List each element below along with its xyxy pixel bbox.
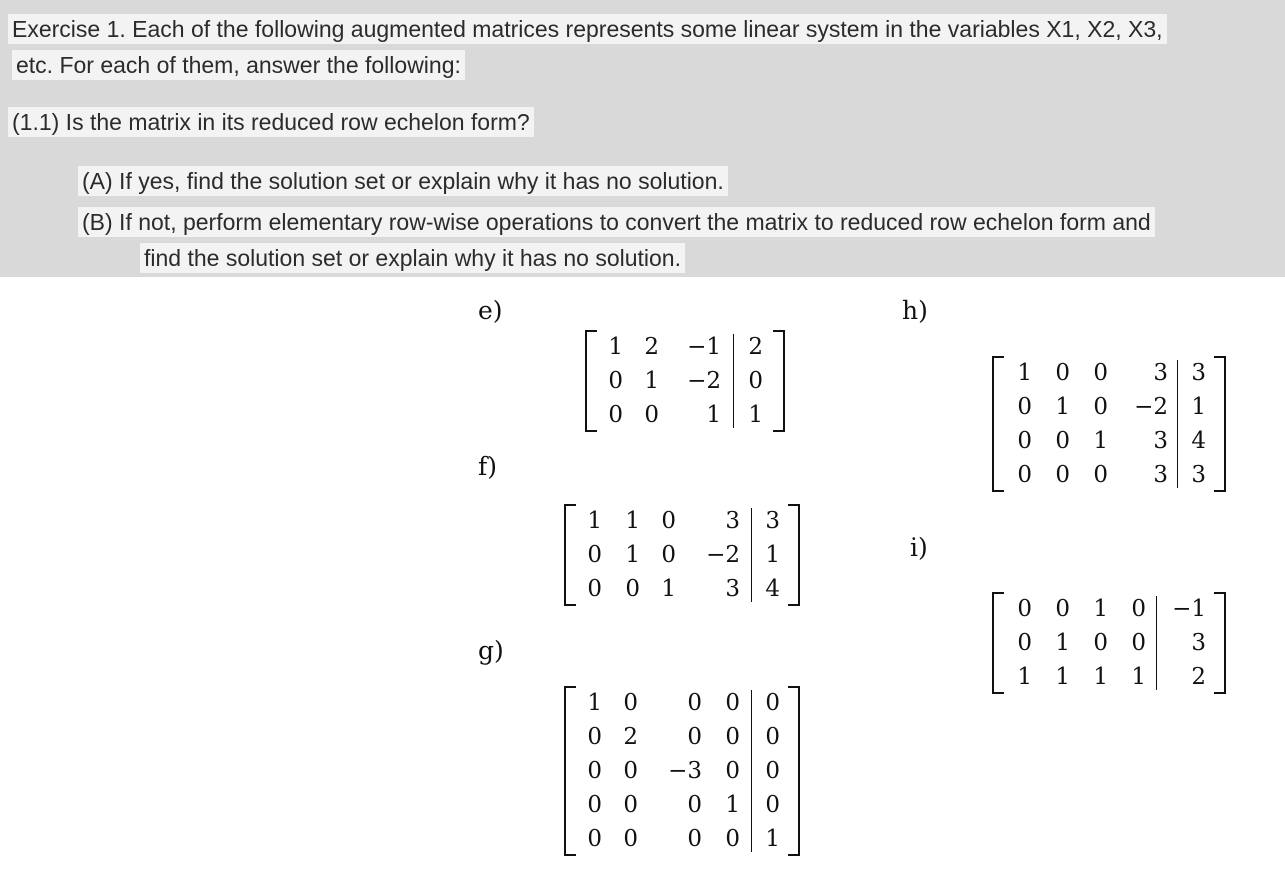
matrix-cell: 0 xyxy=(1055,596,1070,622)
matrix-i-label: i) xyxy=(910,533,928,562)
matrix-cell: 1 xyxy=(1093,596,1108,622)
right-bracket xyxy=(788,686,800,856)
matrix-cell: 0 xyxy=(748,368,763,394)
matrix-cell: 2 xyxy=(644,334,659,360)
matrix-cell: 0 xyxy=(725,690,740,716)
matrix-cell: 0 xyxy=(587,542,602,568)
matrix-cell: 1 xyxy=(1017,664,1032,690)
matrix-cell: 0 xyxy=(687,792,702,818)
left-bracket xyxy=(992,356,1004,492)
matrix-cell: 2 xyxy=(623,724,638,750)
matrix-cell: 0 xyxy=(765,792,780,818)
matrix-cell: 0 xyxy=(1093,360,1108,386)
matrix-cell: 0 xyxy=(765,758,780,784)
matrix-cell: 2 xyxy=(748,334,763,360)
option-b-line-2: find the solution set or explain why it has no solution. xyxy=(140,243,685,273)
matrix-cell: 0 xyxy=(765,690,780,716)
matrix-cell: 4 xyxy=(1191,428,1206,454)
matrix-cell: −2 xyxy=(687,368,721,394)
matrix-cell: 3 xyxy=(1191,630,1206,656)
matrix-cell: 0 xyxy=(1055,462,1070,488)
matrix-cell: 0 xyxy=(1017,394,1032,420)
exercise-line-2: etc. For each of them, answer the following: xyxy=(12,50,465,80)
matrix-cell: 0 xyxy=(1017,462,1032,488)
right-bracket xyxy=(1214,592,1226,694)
matrix-cell: 1 xyxy=(1055,394,1070,420)
matrix-cell: 0 xyxy=(608,402,623,428)
matrix-cell: −1 xyxy=(1172,596,1206,622)
matrix-cell: 1 xyxy=(1017,360,1032,386)
augment-bar xyxy=(1156,596,1157,690)
matrix-cell: 0 xyxy=(1017,596,1032,622)
matrix-cell: 0 xyxy=(687,690,702,716)
matrix-cell: −3 xyxy=(668,758,702,784)
option-a: (A) If yes, find the solution set or explain why it has no solution. xyxy=(78,166,728,196)
matrix-cell: 1 xyxy=(1131,664,1146,690)
matrix-cell: 0 xyxy=(587,576,602,602)
matrix-cell: 3 xyxy=(1153,428,1168,454)
matrix-cell: 1 xyxy=(765,542,780,568)
matrix-cell: 0 xyxy=(623,758,638,784)
exercise-header xyxy=(0,0,1285,277)
matrix-cell: 1 xyxy=(644,368,659,394)
matrix-g-label: g) xyxy=(478,636,504,665)
matrix-cell: 1 xyxy=(625,542,640,568)
matrix-cell: 1 xyxy=(1191,394,1206,420)
matrix-cell: 0 xyxy=(725,724,740,750)
matrix-cell: 0 xyxy=(765,724,780,750)
matrix-cell: 0 xyxy=(1131,630,1146,656)
matrix-cell: 0 xyxy=(608,368,623,394)
matrix-cell: −2 xyxy=(1134,394,1168,420)
matrix-cell: −1 xyxy=(687,334,721,360)
matrix-cell: −2 xyxy=(706,542,740,568)
matrix-cell: 1 xyxy=(587,508,602,534)
matrix-cell: 0 xyxy=(587,792,602,818)
matrix-cell: 0 xyxy=(587,826,602,852)
matrix-cell: 1 xyxy=(748,402,763,428)
matrix-cell: 0 xyxy=(661,508,676,534)
exercise-line-1: Exercise 1. Each of the following augmented matrices represents some linear system in the variables X1, X2, X3, xyxy=(8,14,1167,44)
matrix-cell: 1 xyxy=(1093,428,1108,454)
matrix-cell: 0 xyxy=(661,542,676,568)
matrix-cell: 0 xyxy=(1093,394,1108,420)
matrix-cell: 0 xyxy=(1131,596,1146,622)
matrix-cell: 2 xyxy=(1191,664,1206,690)
matrix-cell: 0 xyxy=(725,826,740,852)
left-bracket xyxy=(992,592,1004,694)
right-bracket xyxy=(773,330,785,432)
left-bracket xyxy=(585,330,597,432)
matrix-cell: 1 xyxy=(765,826,780,852)
matrix-cell: 3 xyxy=(1153,360,1168,386)
right-bracket xyxy=(788,504,800,606)
left-bracket xyxy=(564,686,576,856)
question-1-1: (1.1) Is the matrix in its reduced row echelon form? xyxy=(8,107,534,137)
matrix-cell: 1 xyxy=(587,690,602,716)
matrix-e-label: e) xyxy=(478,296,503,325)
matrix-cell: 0 xyxy=(623,690,638,716)
matrix-cell: 0 xyxy=(587,724,602,750)
matrix-cell: 1 xyxy=(1055,630,1070,656)
matrix-cell: 1 xyxy=(608,334,623,360)
matrix-cell: 3 xyxy=(1191,462,1206,488)
left-bracket xyxy=(564,504,576,606)
matrix-cell: 1 xyxy=(625,508,640,534)
matrix-cell: 0 xyxy=(587,758,602,784)
augment-bar xyxy=(751,690,752,852)
matrix-cell: 4 xyxy=(765,576,780,602)
right-bracket xyxy=(1214,356,1226,492)
matrix-cell: 0 xyxy=(1017,630,1032,656)
matrix-cell: 0 xyxy=(1055,360,1070,386)
matrix-cell: 3 xyxy=(1153,462,1168,488)
matrix-cell: 1 xyxy=(661,576,676,602)
matrix-cell: 0 xyxy=(1093,462,1108,488)
matrix-cell: 3 xyxy=(765,508,780,534)
matrix-cell: 0 xyxy=(725,758,740,784)
matrix-cell: 0 xyxy=(1055,428,1070,454)
matrix-cell: 0 xyxy=(687,724,702,750)
matrix-cell: 0 xyxy=(625,576,640,602)
matrix-cell: 3 xyxy=(1191,360,1206,386)
matrix-cell: 0 xyxy=(1017,428,1032,454)
matrix-cell: 1 xyxy=(725,792,740,818)
matrix-cell: 1 xyxy=(1093,664,1108,690)
augment-bar xyxy=(733,334,734,428)
matrix-cell: 0 xyxy=(1093,630,1108,656)
matrix-cell: 0 xyxy=(644,402,659,428)
option-b-line-1: (B) If not, perform elementary row-wise operations to convert the matrix to reduced row echelon form and xyxy=(78,207,1155,237)
matrix-cell: 3 xyxy=(725,576,740,602)
augment-bar xyxy=(751,508,752,602)
matrix-f-label: f) xyxy=(478,452,498,481)
matrix-h-label: h) xyxy=(902,296,928,325)
matrix-cell: 1 xyxy=(1055,664,1070,690)
matrix-cell: 1 xyxy=(706,402,721,428)
matrix-cell: 0 xyxy=(687,826,702,852)
matrix-cell: 3 xyxy=(725,508,740,534)
matrix-cell: 0 xyxy=(623,826,638,852)
augment-bar xyxy=(1177,360,1178,488)
matrix-cell: 0 xyxy=(623,792,638,818)
